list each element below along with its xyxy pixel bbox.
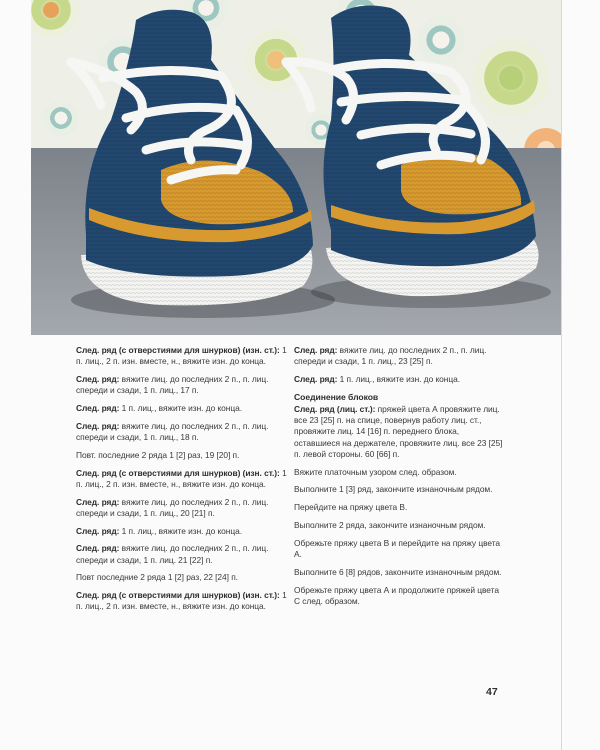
instruction-paragraph	[76, 450, 288, 461]
page-edge	[561, 0, 562, 750]
row-label: След. ряд:	[76, 420, 120, 431]
knitted-sneakers-photo	[31, 0, 561, 335]
row-label: След. ряд:	[76, 374, 120, 384]
instruction-text: 1 п. лиц., 2 п. изн. вместе, н., вяжите изн. до конца.	[76, 467, 287, 489]
instruction-paragraph	[294, 374, 506, 385]
instruction-paragraph	[76, 497, 288, 519]
instruction-text: 1 п. лиц., 2 п. изн. вместе, н., вяжите изн. до конца.	[76, 590, 287, 612]
instruction-paragraph	[76, 374, 288, 396]
instruction-paragraph	[294, 585, 506, 607]
instruction-text: вяжите лиц. до последних 2 п., п. лиц. спереди и сзади, 1 п. лиц. 21 [22] п.	[76, 543, 269, 565]
instruction-text: Обрежьте пряжу цвета В и перейдите на пряжу цвета А.	[294, 537, 501, 559]
instruction-text: вяжите лиц. до последних 2 п., п. лиц. спереди и сзади, 1 п. лиц., 20 [21] п.	[76, 496, 269, 518]
instruction-text: Выполните 1 [3] ряд, закончите изнаночным рядом.	[294, 484, 493, 495]
instruction-paragraph	[76, 421, 288, 443]
instruction-paragraph	[294, 567, 506, 578]
section-heading: Соединение блоков	[294, 391, 379, 402]
instruction-text: 1 п. лиц., вяжите изн. до конца.	[337, 374, 460, 384]
row-label: След. ряд (с отверстиями для шнурков) (изн. ст.):	[76, 590, 280, 601]
instruction-paragraph	[76, 590, 288, 612]
instruction-paragraph	[294, 345, 506, 367]
instruction-text: Повт последние 2 ряда 1 [2] раз, 22 [24] п.	[76, 572, 238, 583]
instruction-paragraph	[76, 572, 288, 583]
row-label: След. ряд (с отверстиями для шнурков) (изн. ст.):	[76, 467, 280, 478]
instruction-text: вяжите лиц. до последних 2 п., п. лиц. спереди и сзади, 1 п. лиц., 18 п.	[76, 420, 269, 442]
instruction-paragraph	[294, 520, 506, 531]
page-number: 47	[486, 686, 498, 698]
instruction-paragraph	[76, 543, 288, 565]
instruction-text: 1 п. лиц., вяжите изн. до конца.	[119, 403, 242, 413]
instruction-paragraph	[294, 404, 506, 460]
instruction-paragraph	[294, 484, 506, 495]
row-label: След. ряд:	[76, 403, 120, 413]
instruction-paragraph	[76, 345, 288, 367]
instruction-text: Выполните 6 [8] рядов, закончите изнаночным рядом.	[294, 566, 502, 577]
instruction-paragraph	[294, 502, 506, 513]
instruction-paragraph	[76, 526, 288, 537]
row-label: След. ряд (с отверстиями для шнурков) (изн. ст.):	[76, 345, 280, 355]
instruction-text: вяжите лиц. до последних 2 п., п. лиц. спереди и сзади, 1 п. лиц., 23 [25] п.	[294, 345, 487, 367]
instruction-text: 1 п. лиц., вяжите изн. до конца.	[119, 525, 242, 536]
instruction-text: Вяжите платочным узором след. образом.	[294, 466, 457, 477]
instruction-paragraph	[294, 538, 506, 560]
instruction-paragraph	[294, 467, 506, 478]
instruction-text: Повт. последние 2 ряда 1 [2] раз, 19 [20] п.	[76, 449, 240, 460]
row-label: След. ряд (лиц. ст.):	[294, 404, 376, 414]
row-label: След. ряд:	[76, 543, 120, 554]
row-label: След. ряд:	[76, 496, 120, 507]
instruction-text: Выполните 2 ряда, закончите изнаночным рядом.	[294, 520, 486, 530]
instruction-text: Перейдите на пряжу цвета В.	[294, 502, 408, 513]
row-label: След. ряд:	[76, 525, 120, 536]
instructions-left-column	[76, 345, 288, 619]
instruction-text: вяжите лиц. до последних 2 п., п. лиц. спереди и сзади, 1 п. лиц., 17 п.	[76, 374, 269, 396]
row-label: След. ряд:	[294, 345, 338, 355]
instruction-text: Обрежьте пряжу цвета А и продолжите пряжей цвета С след. образом.	[294, 584, 499, 606]
instructions-right-column	[294, 345, 506, 614]
instruction-text: 1 п. лиц., 2 п. изн. вместе, н., вяжите изн. до конца.	[76, 345, 287, 367]
row-label: След. ряд:	[294, 374, 338, 384]
instruction-text: пряжей цвета А провяжите лиц. все 23 [25] п. на спице, повернув работу лиц. ст., провяжите лиц. 14 [16] п. переднего блока, оставшиеся на держателе, провяжите лиц. все 23 [25] п. левой стороны. 60 [66] п.	[294, 404, 503, 459]
instruction-paragraph	[76, 403, 288, 414]
instruction-paragraph	[76, 468, 288, 490]
